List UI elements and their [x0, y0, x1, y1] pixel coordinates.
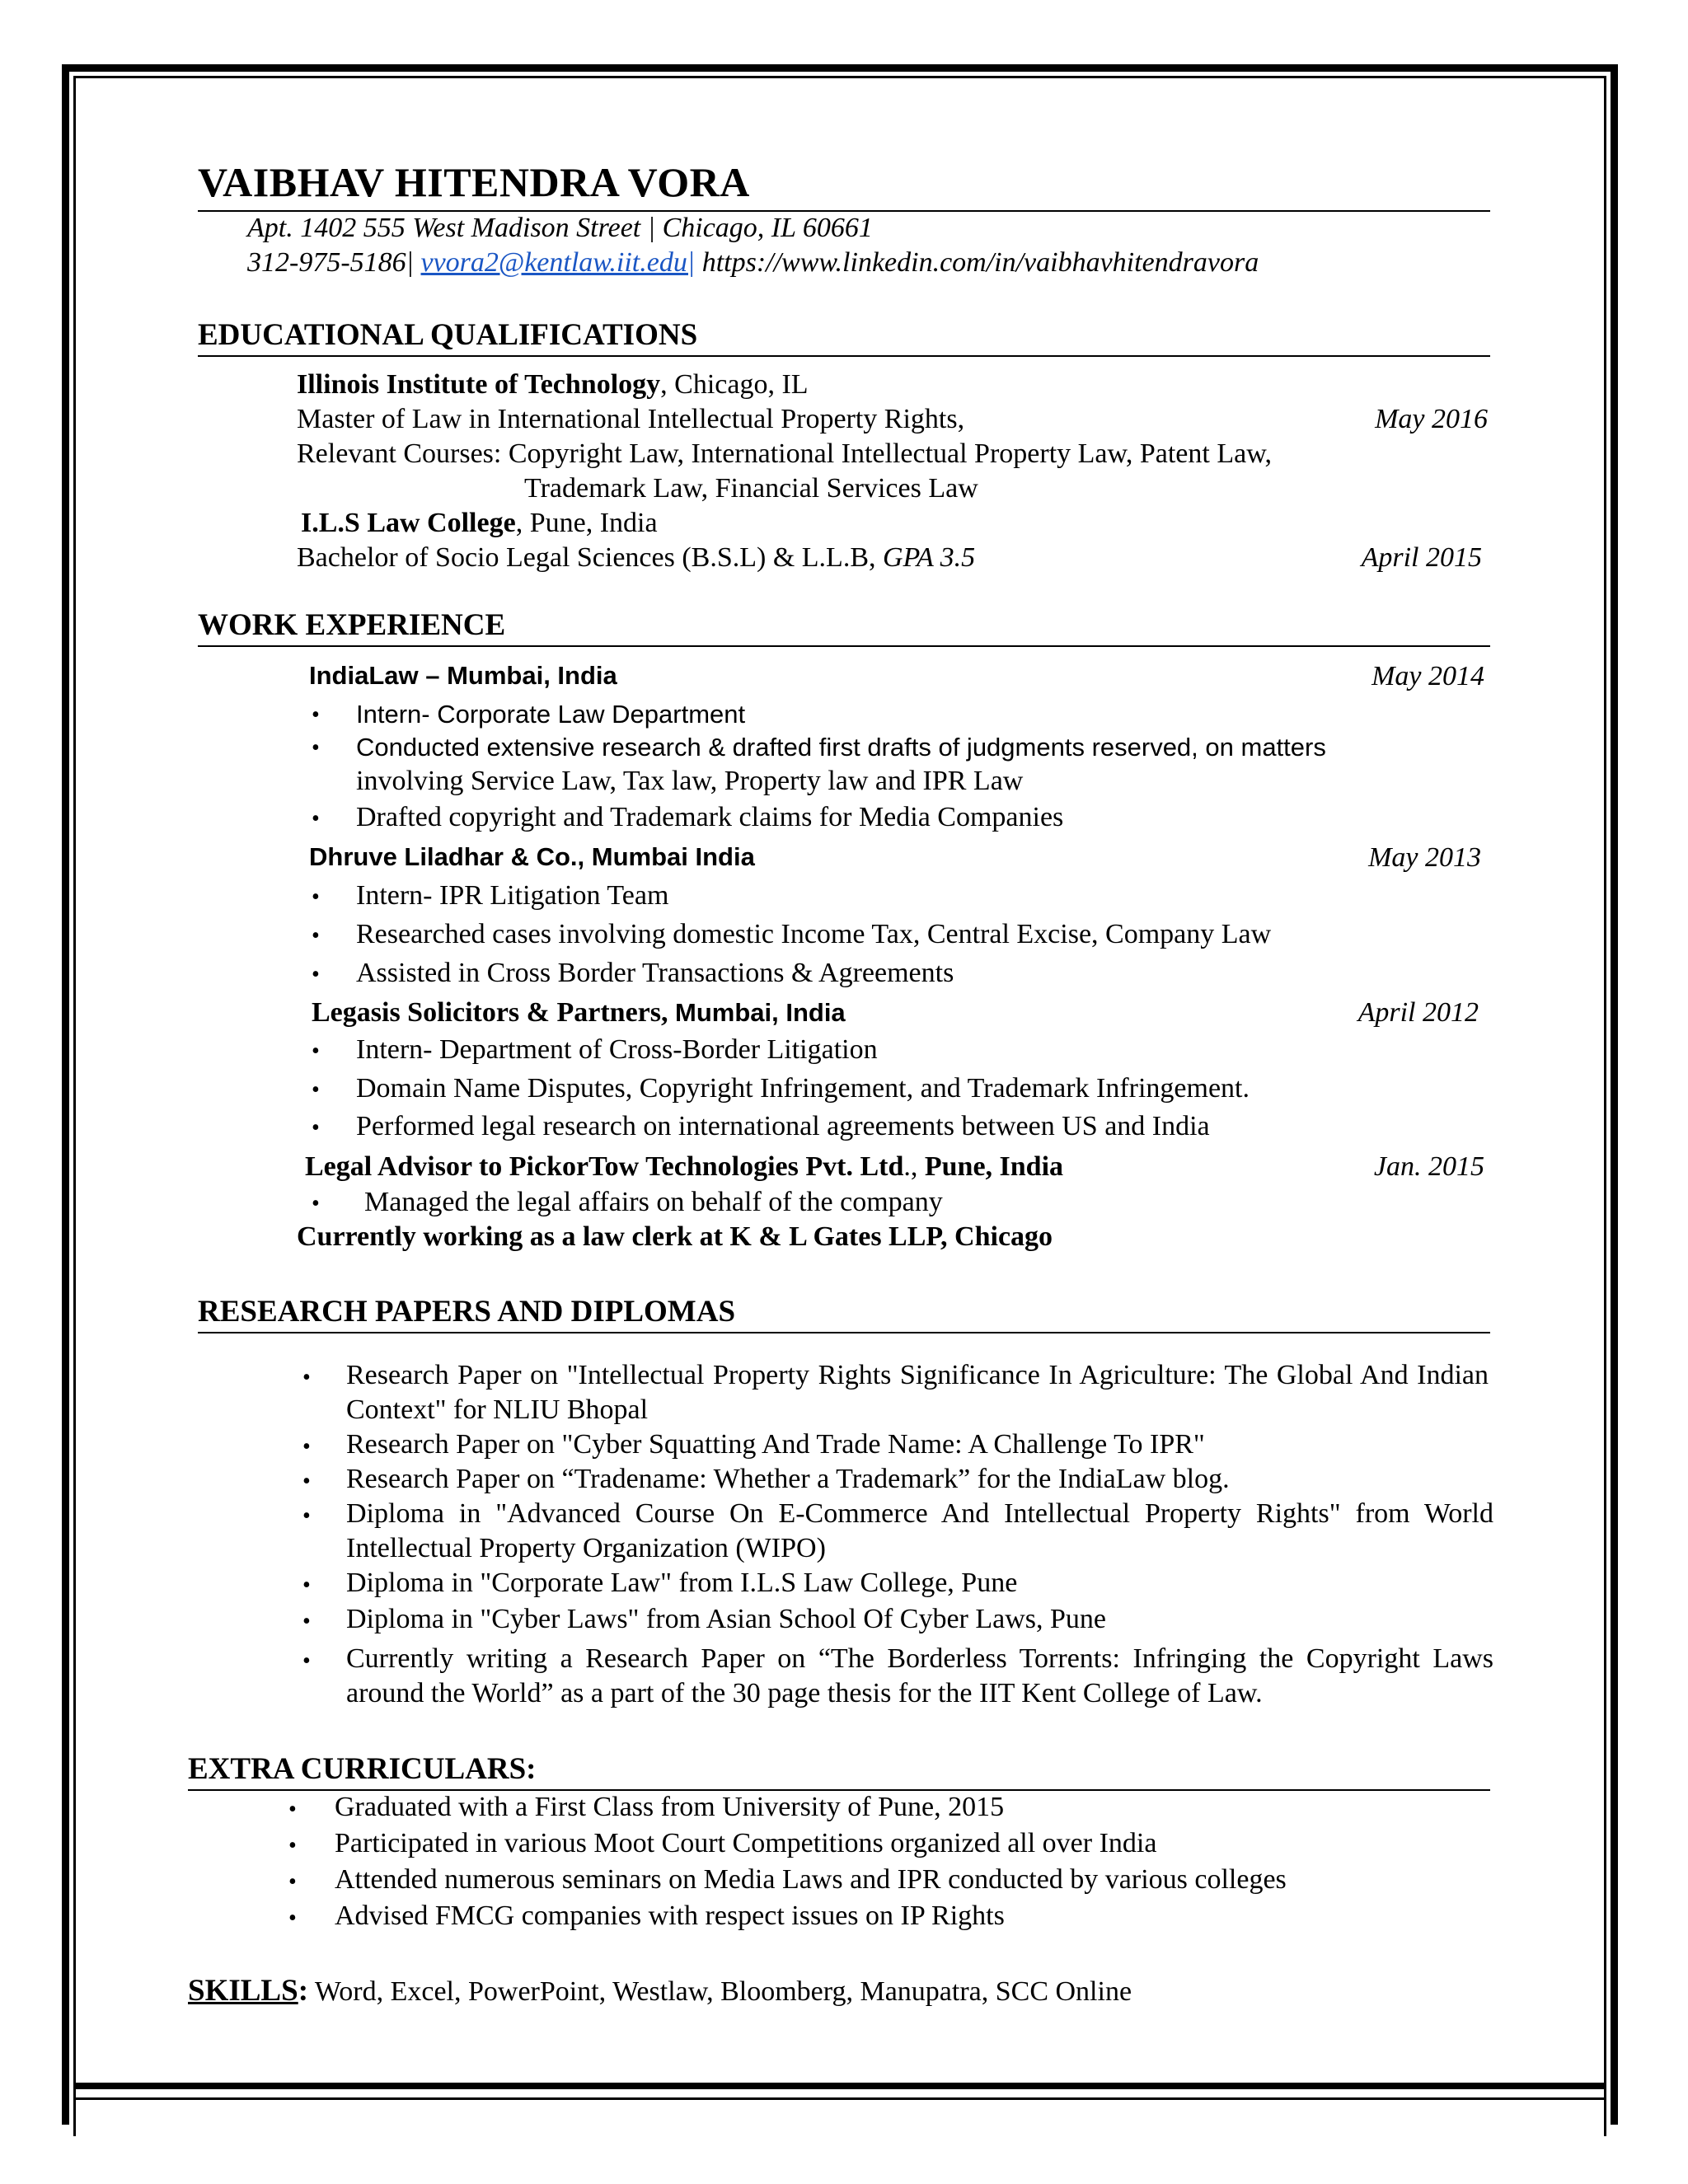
job-indialaw-item: Conducted extensive research & drafted first drafts of judgments reserved, on matters: [356, 733, 1326, 762]
bullet: •: [312, 1115, 320, 1141]
date-ils: April 2015: [1361, 542, 1482, 573]
research-item: Research Paper on "Intellectual Property Rights Significance In Agriculture: The Global And Indian Context" for NLIU Bhopal: [346, 1360, 1489, 1425]
bullet: •: [302, 1434, 311, 1460]
job-legasis-item: Intern- Department of Cross-Border Litigation: [356, 1034, 878, 1065]
bullet: •: [302, 1572, 311, 1598]
degree-bsl: Bachelor of Socio Legal Sciences (B.S.L) & L.L.B, GPA 3.5: [297, 542, 976, 573]
extracurricular-item: Graduated with a First Class from University of Pune, 2015: [335, 1792, 1005, 1822]
research-item: Currently writing a Research Paper on “The Borderless Torrents: Infringing the Copyright Laws around the World” as a part of the 30 page thesis for the IIT Kent College of Law.: [346, 1643, 1493, 1708]
phone: 312-975-5186|: [247, 247, 414, 278]
research-item: Diploma in "Advanced Course On E-Commerce And Intellectual Property Rights" from World Intellectual Property Organization (WIPO): [346, 1498, 1493, 1563]
border-right-extension: [1611, 2093, 1618, 2125]
bullet: •: [302, 1648, 311, 1674]
job-legasis-title: Legasis Solicitors & Partners, Mumbai, India: [312, 997, 846, 1028]
bullet: •: [302, 1469, 311, 1494]
bottom-border-thick: [74, 2083, 1606, 2089]
job-dhruve-item: Assisted in Cross Border Transactions & Agreements: [356, 958, 954, 988]
job-indialaw-item-cont: involving Service Law, Tax law, Property law and IPR Law: [356, 766, 1024, 796]
job-pickortow-title: Legal Advisor to PickorTow Technologies Pvt. Ltd., Pune, India: [305, 1151, 1064, 1182]
extracurricular-item: Participated in various Moot Court Competitions organized all over India: [335, 1828, 1157, 1858]
date-iit: May 2016: [1375, 404, 1488, 434]
address-line: Apt. 1402 555 West Madison Street | Chicago, IL 60661: [247, 213, 873, 243]
bottom-border-thin: [74, 2097, 1606, 2100]
section-heading-research: RESEARCH PAPERS AND DIPLOMAS: [198, 1295, 736, 1329]
bullet: •: [312, 884, 320, 910]
bullet: •: [312, 806, 320, 832]
research-item: Diploma in "Corporate Law" from I.L.S Law College, Pune: [346, 1568, 1018, 1598]
bullet: •: [312, 702, 320, 728]
courses-line-1: Relevant Courses: Copyright Law, International Intellectual Property Law, Patent Law,: [297, 438, 1273, 469]
job-indialaw-item: Drafted copyright and Trademark claims for Media Companies: [356, 802, 1064, 832]
bullet: •: [288, 1869, 297, 1895]
section-heading-work: WORK EXPERIENCE: [198, 608, 506, 642]
research-item: Diploma in "Cyber Laws" from Asian School Of Cyber Laws, Pune: [346, 1604, 1107, 1634]
bullet: •: [302, 1503, 311, 1529]
bullet: •: [288, 1797, 297, 1822]
contact-line: [247, 247, 1259, 279]
work-underline: [198, 645, 1490, 647]
courses-line-2: Trademark Law, Financial Services Law: [524, 473, 978, 504]
email-link[interactable]: vvora2@kentlaw.iit.edu|: [420, 247, 696, 278]
bullet: •: [302, 1609, 311, 1634]
degree-llm: Master of Law in International Intellectual Property Rights,: [297, 404, 965, 434]
bullet: •: [312, 962, 320, 987]
job-legasis-date: April 2012: [1357, 997, 1479, 1028]
skills-line: SKILLS: Word, Excel, PowerPoint, Westlaw, Bloomberg, Manupatra, SCC Online: [188, 1974, 1132, 2008]
section-heading-extracurriculars: EXTRA CURRICULARS:: [188, 1752, 537, 1786]
job-dhruve-title: Dhruve Liladhar & Co., Mumbai India: [309, 842, 755, 871]
skills-label: SKILLS: [188, 1974, 298, 2008]
bullet: •: [302, 1365, 311, 1390]
job-indialaw-item: Intern- Corporate Law Department: [356, 700, 746, 729]
section-heading-education: EDUCATIONAL QUALIFICATIONS: [198, 318, 698, 352]
job-indialaw-title: IndiaLaw – Mumbai, India: [309, 661, 617, 690]
bullet: •: [288, 1905, 297, 1931]
name-underline: [198, 210, 1490, 212]
extracurriculars-underline: [188, 1789, 1490, 1791]
candidate-name: VAIBHAV HITENDRA VORA: [198, 159, 750, 205]
research-item: Research Paper on “Tradename: Whether a Trademark” for the IndiaLaw blog.: [346, 1464, 1230, 1494]
job-dhruve-item: Researched cases involving domestic Income Tax, Central Excise, Company Law: [356, 919, 1272, 949]
education-underline: [198, 355, 1490, 357]
skills-list: Word, Excel, PowerPoint, Westlaw, Bloomberg, Manupatra, SCC Online: [308, 1976, 1132, 2007]
extracurricular-item: Attended numerous seminars on Media Laws and IPR conducted by various colleges: [335, 1864, 1287, 1895]
research-item: Research Paper on "Cyber Squatting And Trade Name: A Challenge To IPR": [346, 1429, 1205, 1460]
bullet: •: [312, 1077, 320, 1103]
research-underline: [198, 1332, 1490, 1333]
job-dhruve-date: May 2013: [1368, 842, 1481, 873]
job-pickortow-item: Managed the legal affairs on behalf of the company: [364, 1187, 943, 1217]
extracurricular-item: Advised FMCG companies with respect issues on IP Rights: [335, 1900, 1005, 1931]
bullet: •: [312, 735, 320, 761]
job-pickortow-date: Jan. 2015: [1373, 1151, 1484, 1182]
bullet: •: [312, 1191, 320, 1216]
bullet: •: [312, 1038, 320, 1064]
school-ils: I.L.S Law College, Pune, India: [301, 508, 658, 538]
border-left-extension: [62, 2093, 69, 2125]
bullet: •: [312, 923, 320, 949]
current-position: Currently working as a law clerk at K & L Gates LLP, Chicago: [297, 1221, 1053, 1252]
bullet: •: [288, 1833, 297, 1858]
job-dhruve-item: Intern- IPR Litigation Team: [356, 880, 669, 911]
linkedin-url[interactable]: https://www.linkedin.com/in/vaibhavhitendravora: [701, 247, 1259, 278]
job-legasis-item: Domain Name Disputes, Copyright Infringement, and Trademark Infringement.: [356, 1073, 1250, 1104]
job-indialaw-date: May 2014: [1372, 661, 1484, 691]
school-iit: Illinois Institute of Technology, Chicago, IL: [297, 369, 809, 400]
job-legasis-item: Performed legal research on international agreements between US and India: [356, 1111, 1210, 1141]
